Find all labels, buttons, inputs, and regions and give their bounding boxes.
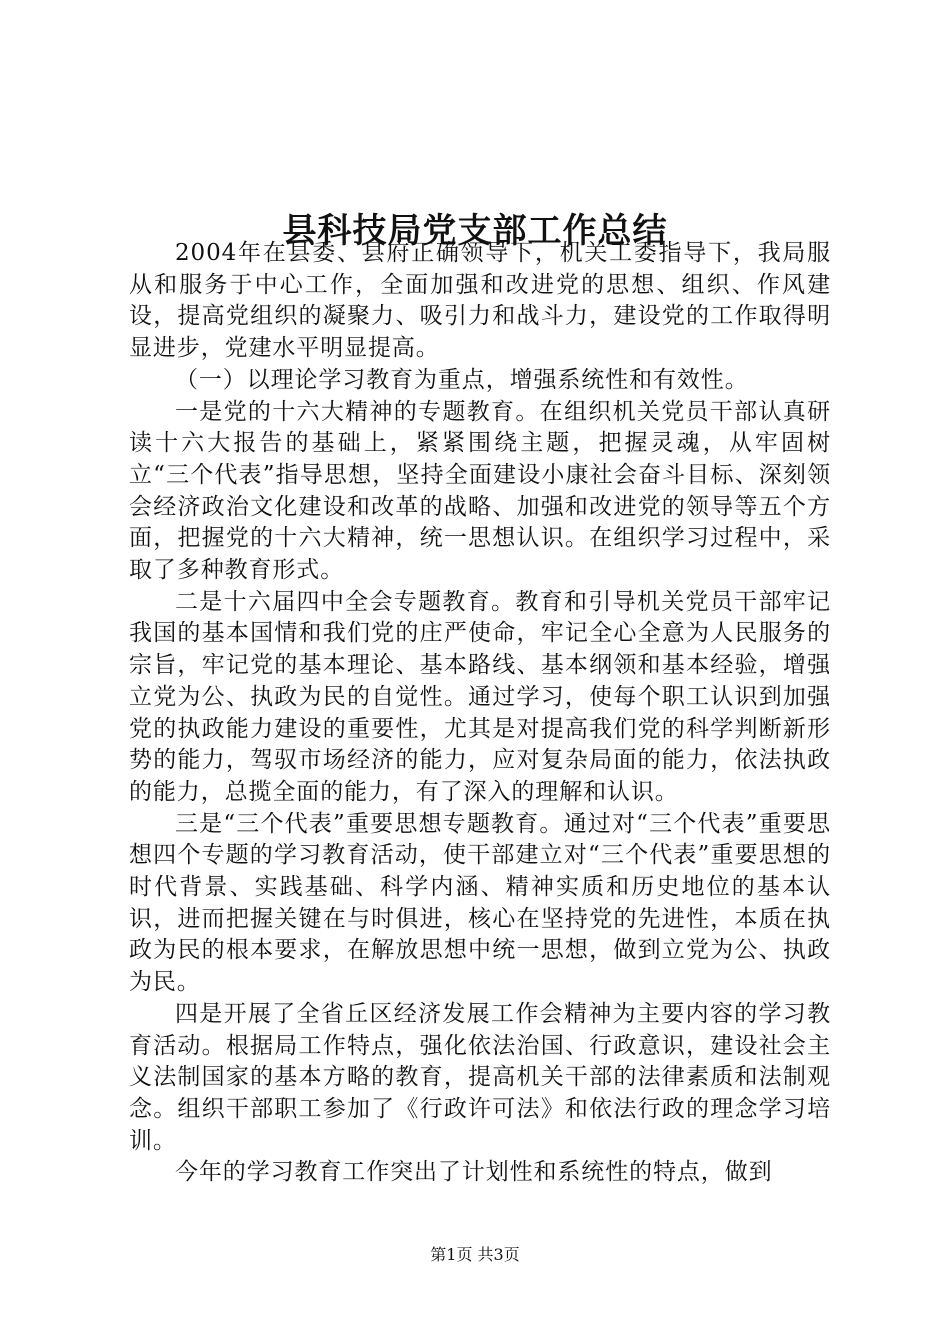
paragraph-item-two: 二是十六届四中全会专题教育。教育和引导机关党员干部牢记我国的基本国情和我们党的庄严使命，牢记全心全意为人民服务的宗旨，牢记党的基本理论、基本路线、基本纲领和基本经验，增强立党为公、执政为民的自觉性。通过学习，使每个职工认识到加强党的执政能力建设的重要性，尤其是对提高我们党的科学判断新形势的能力，驾驭市场经济的能力，应对复杂局面的能力，依法执政的能力，总揽全面的能力，有了深入的理解和认识。 [129, 588, 831, 805]
page-number-footer: 第1页 共3页 [430, 1245, 520, 1264]
paragraph-summary: 今年的学习教育工作突出了计划性和系统性的特点，做到 [175, 1159, 773, 1186]
paragraph-item-three: 三是“三个代表”重要思想专题教育。通过对“三个代表”重要思想四个专题的学习教育活动，使干部建立对“三个代表”重要思想的时代背景、实践基础、科学内涵、精神实质和历史地位的基本认识，进而把握关键在与时俱进，核心在坚持党的先进性，本质在执政为民的根本要求，在解放思想中统一思想，做到立党为公、执政为民。 [129, 810, 831, 996]
paragraph-item-four: 四是开展了全省丘区经济发展工作会精神为主要内容的学习教育活动。根据局工作特点，强化依法治国、行政意识，建设社会主义法制国家的基本方略的教育，提高机关干部的法律素质和法制观念。组织干部职工参加了《行政许可法》和依法行政的理念学习培训。 [129, 1000, 831, 1154]
document-title: 县科技局党支部工作总结 [282, 210, 668, 251]
paragraph-section-heading: （一）以理论学习教育为重点，增强系统性和有效性。 [175, 366, 749, 393]
paragraph-item-one: 一是党的十六大精神的专题教育。在组织机关党员干部认真研读十六大报告的基础上，紧紧围绕主题，把握灵魂，从牢固树立“三个代表”指导思想，坚持全面建设小康社会奋斗目标、深刻领会经济政治文化建设和改革的战略、加强和改进党的领导等五个方面，把握党的十六大精神，统一思想认识。在组织学习过程中，采取了多种教育形式。 [129, 398, 831, 584]
document-body [129, 238, 831, 1189]
paragraph-intro: 2004年在县委、县府正确领导下，机关工委指导下，我局服从和服务于中心工作，全面加强和改进党的思想、组织、作风建设，提高党组织的凝聚力、吸引力和战斗力，建设党的工作取得明显进步，党建水平明显提高。 [129, 240, 831, 362]
